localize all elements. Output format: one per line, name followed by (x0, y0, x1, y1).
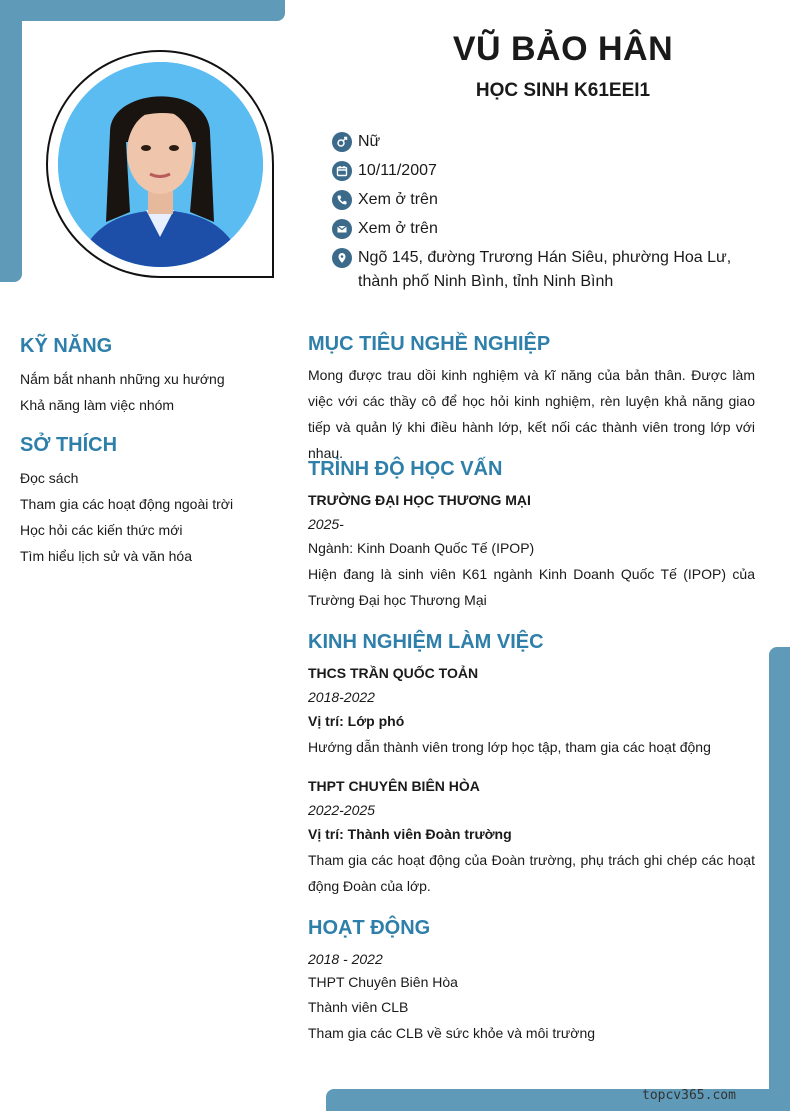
hobby-item: Tham gia các hoạt động ngoài trời (20, 496, 234, 512)
job-desc: Tham gia các hoạt động của Đoàn trường, phụ trách ghi chép các hoạt động Đoàn của lớp. (308, 852, 755, 894)
activity-period: 2018 - 2022 (308, 951, 383, 967)
contact-email: Xem ở trên (332, 217, 438, 241)
hobbies-heading: SỞ THÍCH (20, 434, 118, 456)
hobby-item: Học hỏi các kiến thức mới (20, 522, 183, 538)
watermark-link[interactable]: topcv365.com (642, 1088, 736, 1103)
education-school: TRƯỜNG ĐẠI HỌC THƯƠNG MẠI (308, 492, 531, 508)
job-period: 2022-2025 (308, 802, 375, 818)
contact-birthdate: 10/11/2007 (332, 159, 437, 183)
job-position: Vị trí: Thành viên Đoàn trường (308, 826, 512, 842)
objective-text: Mong được trau dồi kinh nghiệm và kĩ năng của bản thân. Được làm việc với các thầy cô để học hỏi kinh nghiệm, rèn luyện khả năng giao tiếp và quản lý khi điều hành lớp, kết nối các thành viên trong lớp với nhau. (308, 367, 755, 461)
skill-item: Nắm bắt nhanh những xu hướng (20, 371, 225, 387)
gender-icon (332, 132, 352, 152)
activity-desc: Tham gia các CLB về sức khỏe và môi trường (308, 1025, 596, 1041)
hobby-item: Đọc sách (20, 470, 79, 486)
education-heading: TRÌNH ĐỘ HỌC VẤN (308, 458, 503, 480)
mail-icon (332, 219, 352, 239)
education-desc: Hiện đang là sinh viên K61 ngành Kinh Doanh Quốc Tế (IPOP) của Trường Đại học Thương Mại (308, 566, 755, 608)
decor-bar-right (769, 647, 790, 1111)
job-desc: Hướng dẫn thành viên trong lớp học tập, tham gia các hoạt động (308, 739, 711, 755)
decor-bar-top (0, 0, 285, 21)
location-pin-icon (332, 248, 352, 268)
activities-heading: HOẠT ĐỘNG (308, 917, 431, 939)
education-period: 2025- (308, 516, 344, 532)
profile-photo (58, 62, 263, 267)
calendar-icon (332, 161, 352, 181)
objective-heading: MỤC TIÊU NGHỀ NGHIỆP (308, 333, 551, 355)
decor-bar-left (0, 0, 22, 282)
job-org: THCS TRẦN QUỐC TOẢN (308, 665, 479, 681)
candidate-role: HỌC SINH K61EEI1 (475, 80, 651, 101)
job-org: THPT CHUYÊN BIÊN HÒA (308, 778, 480, 794)
skill-item: Khả năng làm việc nhóm (20, 397, 175, 413)
candidate-name: VŨ BẢO HÂN (452, 30, 674, 68)
phone-icon (332, 190, 352, 210)
contact-phone: Xem ở trên (332, 188, 438, 212)
experience-heading: KINH NGHIỆM LÀM VIỆC (308, 631, 544, 653)
job-position: Vị trí: Lớp phó (308, 713, 405, 729)
contact-gender: Nữ (332, 130, 380, 154)
skills-heading: KỸ NĂNG (20, 335, 113, 357)
education-major: Ngành: Kinh Doanh Quốc Tế (IPOP) (308, 540, 535, 556)
activity-org: THPT Chuyên Biên Hòa (308, 974, 458, 990)
activity-role: Thành viên CLB (308, 999, 409, 1015)
job-period: 2018-2022 (308, 689, 375, 705)
contact-address: Ngõ 145, đường Trương Hán Siêu, phường Hoa Lư, thành phố Ninh Bình, tỉnh Ninh Bình (332, 246, 762, 294)
hobby-item: Tìm hiểu lịch sử và văn hóa (20, 548, 193, 564)
